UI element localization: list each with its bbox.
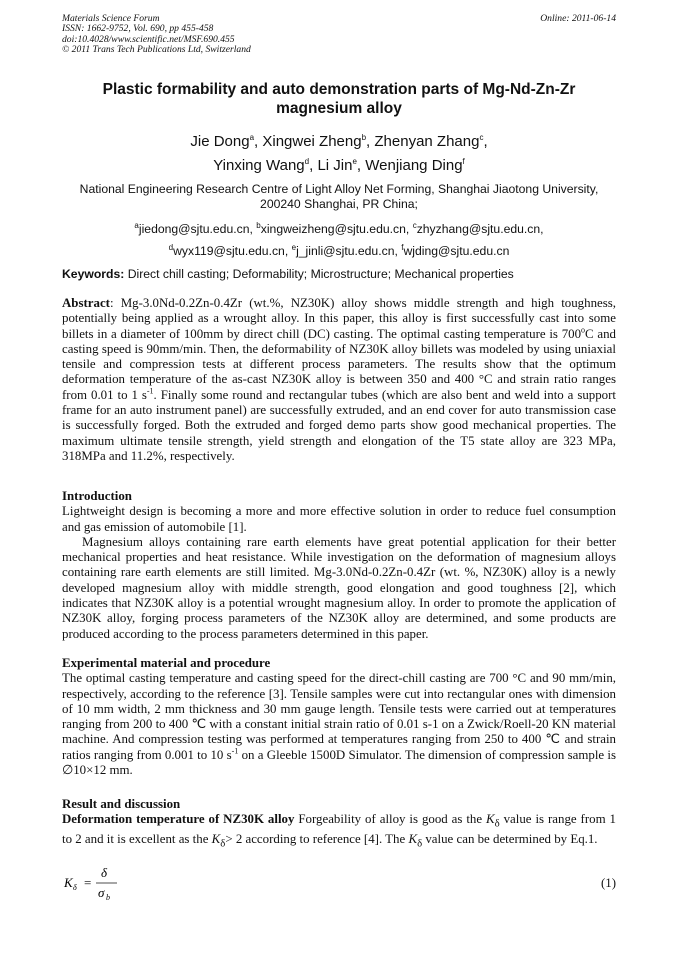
section-heading: Result and discussion (62, 797, 181, 811)
doi-line: doi:10.4028/www.scientific.net/MSF.690.455 (62, 33, 235, 45)
affiliation-line-2: 200240 Shanghai, PR China; (260, 196, 418, 211)
math-symbol: K (408, 832, 418, 847)
email-marker: a (134, 220, 139, 230)
eq-lhs: K (64, 875, 73, 890)
equation-1 (62, 866, 616, 902)
affiliation (62, 182, 616, 211)
email-marker: c (412, 220, 417, 230)
author-line-2: Yinxing Wang$^d$, Li Jin$^e$, Wenjiang Ding$^f$ (213, 157, 465, 174)
section-heading: Introduction (62, 489, 132, 503)
math-symbol: K (211, 832, 221, 847)
email-link[interactable]: wyx119@sjtu.edu.cn, (173, 244, 289, 258)
paragraph (62, 671, 616, 778)
exponent: -1 (231, 746, 239, 756)
email-link[interactable]: zhyzhang@sjtu.edu.cn, (416, 222, 544, 236)
subsection-heading: Deformation temperature of NZ30K alloy (62, 812, 295, 827)
author-list (70, 130, 608, 178)
email-list (62, 218, 616, 262)
email-link[interactable]: wjding@sjtu.edu.cn (403, 244, 510, 258)
email-line-2 (62, 240, 616, 262)
paragraph: Lightweight design is becoming a more and more effective solution in order to reduce fuel consumption and gas emission of automobile [1]. (62, 504, 616, 534)
author-marker: b (361, 133, 367, 142)
eq-equals: = (84, 875, 92, 890)
paragraph-text: Forgeability of alloy is good as the (294, 812, 486, 827)
author-marker: e (352, 157, 357, 166)
copyright-line: © 2011 Trans Tech Publications Ltd, Switzerland (62, 44, 251, 56)
keywords-text: Direct chill casting; Deformability; Microstructure; Mechanical properties (127, 267, 514, 281)
introduction-section (62, 489, 616, 642)
equation-number: (1) (600, 876, 616, 890)
abstract (62, 296, 616, 464)
paragraph-text: value can be determined by Eq.1. (422, 832, 598, 847)
title-line-2: magnesium alloy (276, 100, 402, 117)
email-link[interactable]: j_jinli@sjtu.edu.cn, (296, 244, 398, 258)
author-name: Wenjiang Ding (365, 157, 463, 174)
email-link[interactable]: jiedong@sjtu.edu.cn, (138, 222, 253, 236)
paragraph (62, 812, 616, 852)
paragraph-text: value is range from 1 to 2 and it is excellent as the (62, 812, 616, 847)
keywords (62, 266, 616, 282)
affiliation-line-1: National Engineering Research Centre of Light Alloy Net Forming, Shanghai Jiaotong University, (79, 182, 599, 196)
author-name: Li Jin (317, 157, 353, 174)
email-marker: e (291, 242, 297, 252)
abstract-text-3: . Finally some round and rectangular tubes (which are also bent and weld into a support frame for an auto instrument panel) are successfully extruded, and an end cover for auto transmission case is successfully forged. Both the extruded and forged demo parts show good mechanical properties. The maximum ultimate tensile strength, yield strength and elongation of the T5 state alloy are 323 MPa, 318MPa and 11.2%, respectively. (62, 387, 616, 463)
author-marker: c (479, 133, 484, 142)
author-marker: d (304, 157, 310, 166)
email-marker: f (401, 242, 404, 252)
paragraph-text: The optimal casting temperature and casting speed for the direct-chill casting are 700 °C and 90 mm/min, respectively, according to the reference [3]. Tensile samples were cut into rectangular ones with dimension of 10 mm width, 2 mm thickness and 30 mm gauge length. Tensile tests were carried out at temperatures ranging from 200 to 400 ℃ with a constant initial strain ratio of 0.01 s-1 on a Zwick/Roell-20 KN material machine. And compression testing was performed at temperatures ranging from 250 to 400 ℃ and strain ratios ranging from 0.001 to 10 s (62, 671, 616, 762)
math-subscript: δ (417, 837, 423, 850)
paragraph-text: on a Gleeble 1500D Simulator. The dimension of compression sample is ∅10×12 mm. (62, 747, 616, 778)
math-subscript: δ (494, 817, 500, 830)
paragraph: Magnesium alloys containing rare earth elements have great potential application for their better mechanical properties and heat resistance. While investigation on the deformation of magnesium alloys containing rare earth elements are still limited. Mg-3.0Nd-0.2Zn-0.4Zr (wt. %, NZ30K) alloy is a newly developed magnesium alloy with middle strength, good elongation and good toughness [2], which indicates that NZ30K alloy is a potential wrought magnesium alloy. In order to promote the application of NZ30K alloy, forging process parameters of the NZ30K alloy are determined, and some products are produced according to the process parameters determined in this paper. (62, 534, 616, 641)
abstract-text-2: C and casting speed is 90mm/min. Then, the deformability of NZ30K alloy billets was modeled by using uniaxial tensile and compression tests at different process parameters. The results show that the optimum deformation temperature of the as-cast NZ30K alloy is between 350 and 400 °C and strain ratio ranges from 0.01 to 1 s (62, 326, 616, 402)
eq-lhs-subscript: δ (73, 883, 77, 892)
journal-header (62, 14, 251, 56)
email-line-1 (62, 218, 616, 240)
math-symbol: K (486, 812, 495, 827)
journal-name: Materials Science Forum (62, 13, 160, 24)
equation-formula (62, 866, 142, 902)
experimental-section (62, 656, 616, 778)
paragraph-text: > 2 according to reference [4]. The (225, 832, 409, 847)
author-name: Jie Dong (190, 133, 250, 150)
degree-marker: o (581, 325, 586, 335)
results-section (62, 797, 616, 852)
author-marker: a (249, 133, 255, 142)
email-marker: b (256, 220, 261, 230)
author-line-1: Jie Dong$^a$, Xingwei Zheng$^b$, Zhenyan Zhang$^c$, (190, 133, 488, 150)
author-name: Xingwei Zheng (262, 133, 362, 150)
paper-title (70, 80, 608, 118)
abstract-text-1: : Mg-3.0Nd-0.2Zn-0.4Zr (wt.%, NZ30K) alloy shows middle strength and high toughness, potentially being applied as a wrought alloy. In this paper, this alloy is first successfully cast into some billets in a diameter of 100mm by direct chill (DC) casting. The optimal casting temperature is 700 (62, 296, 616, 341)
email-marker: d (168, 242, 174, 252)
email-link[interactable]: xingweizheng@sjtu.edu.cn, (260, 222, 410, 236)
author-name: Yinxing Wang (213, 157, 305, 174)
author-marker: f (462, 157, 465, 166)
eq-denominator: σ (98, 885, 105, 900)
online-date: Online: 2011-06-14 (540, 13, 616, 24)
math-subscript: δ (220, 837, 226, 850)
issn-line: ISSN: 1662-9752, Vol. 690, pp 455-458 (62, 23, 214, 35)
exponent: -1 (146, 386, 154, 396)
keywords-label: Keywords: (62, 267, 125, 281)
eq-denominator-subscript: b (106, 893, 110, 902)
author-name: Zhenyan Zhang (374, 133, 480, 150)
abstract-label: Abstract (62, 296, 110, 310)
title-line-1: Plastic formability and auto demonstration parts of Mg-Nd-Zn-Zr (102, 81, 576, 98)
eq-numerator: δ (101, 866, 108, 880)
section-heading: Experimental material and procedure (62, 656, 271, 670)
